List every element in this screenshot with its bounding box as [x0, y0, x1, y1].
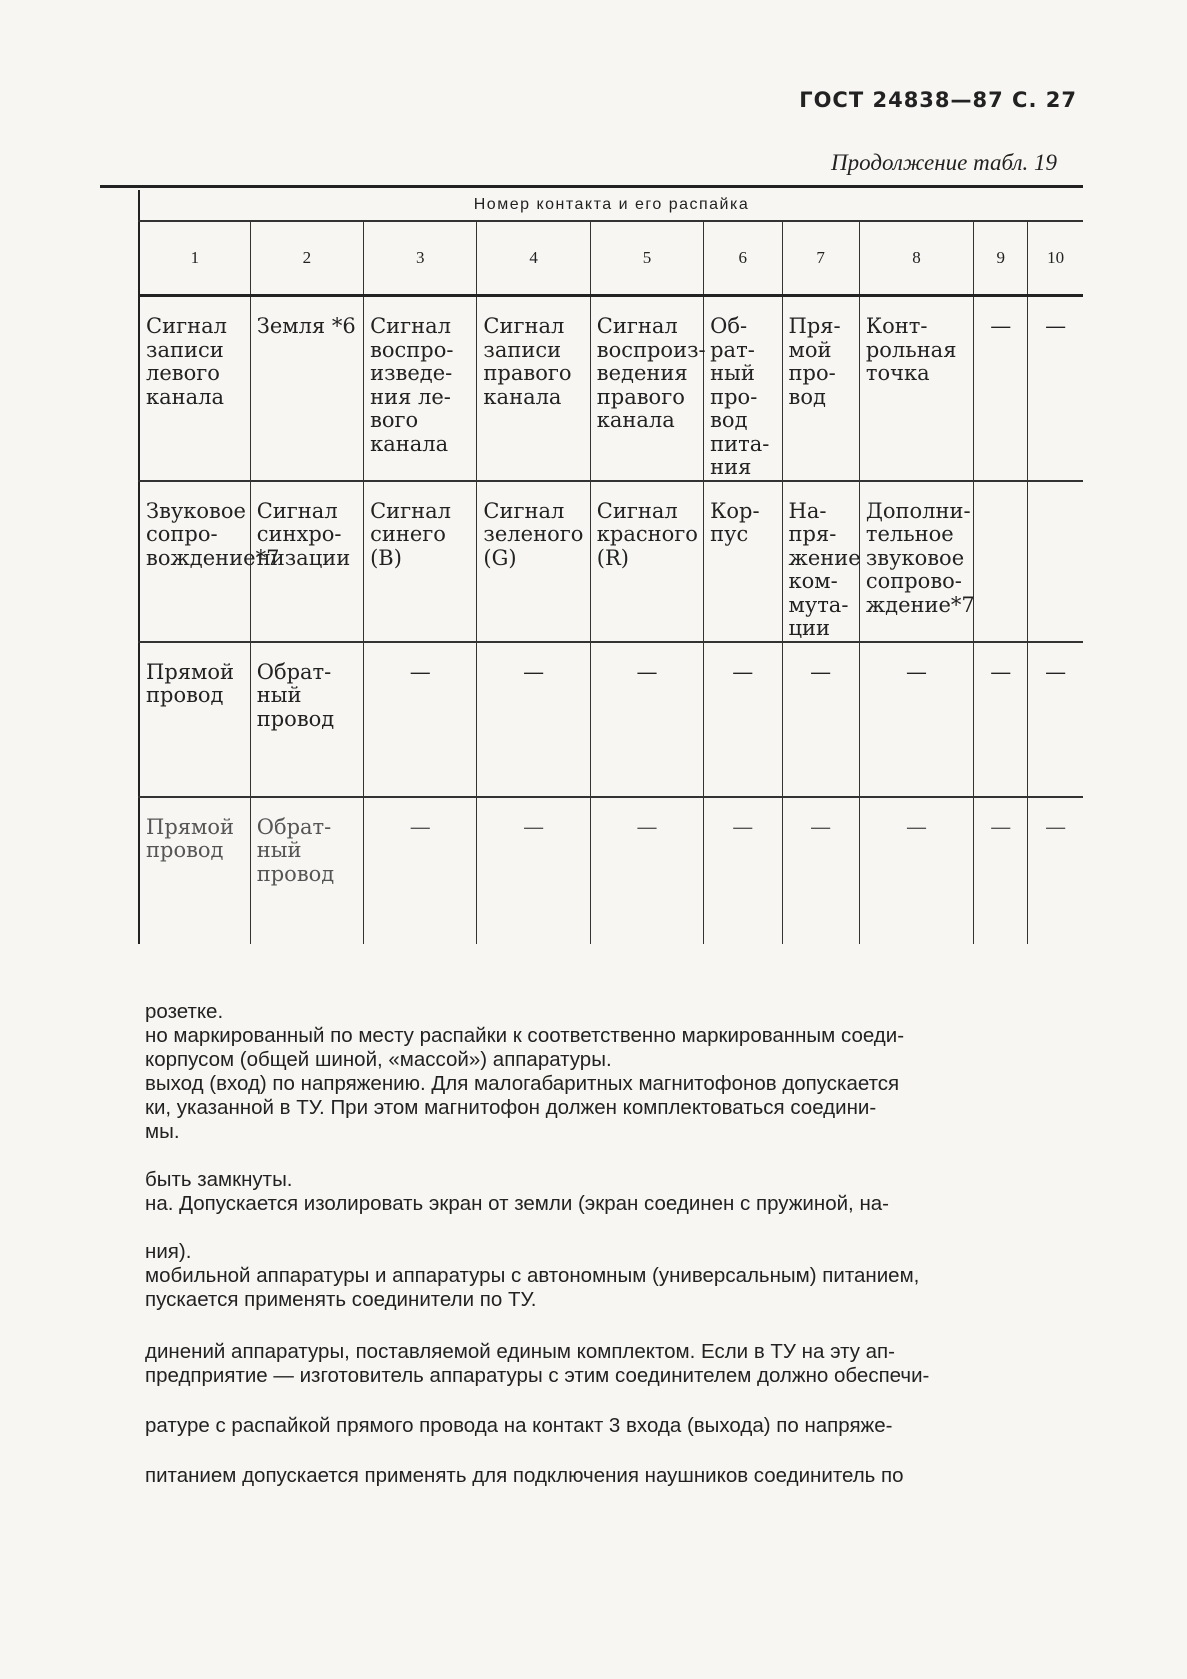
footnote-line: ки, указанной в ТУ. При этом магнитофон должен комплектоваться соедини- — [145, 1096, 877, 1119]
table-cell: Конт-рольная точка — [859, 296, 973, 481]
column-header: 10 — [1028, 221, 1083, 296]
footnote-line: на. Допускается изолировать экран от земли (экран соединен с пружиной, на- — [145, 1192, 889, 1215]
contact-pinout-table — [138, 190, 1083, 944]
table-cell: — — [704, 642, 782, 797]
table-cell: — — [974, 642, 1028, 797]
table-cell: Дополни-тельное звуковое сопрово-ждение*7 — [859, 481, 973, 642]
table-cell: На-пря-жение ком-мута-ции — [782, 481, 859, 642]
footnote-line: ния). — [145, 1240, 192, 1263]
footnote-line: быть замкнуты. — [145, 1168, 293, 1191]
column-header: 7 — [782, 221, 859, 296]
column-header: 6 — [704, 221, 782, 296]
table-continuation-caption: Продолжение табл. 19 — [831, 150, 1057, 175]
table-cell: Обрат-ный провод — [250, 797, 363, 944]
table-cell: — — [477, 797, 590, 944]
table-cell: Об-рат-ный про-вод пита-ния — [704, 296, 782, 481]
footnote-line: ратуре с распайкой прямого провода на контакт 3 входа (выхода) по напряже- — [145, 1414, 893, 1437]
table-cell: Сигнал синего (B) — [364, 481, 477, 642]
table-cell: Обрат-ный провод — [250, 642, 363, 797]
column-header: 8 — [859, 221, 973, 296]
column-header: 1 — [139, 221, 250, 296]
footnotes-block — [145, 1000, 1085, 1488]
footnote-line: но маркированный по месту распайки к соответственно маркированным соеди- — [145, 1024, 905, 1047]
table-cell: — — [704, 797, 782, 944]
table-cell: — — [1028, 797, 1083, 944]
table-cell — [1028, 481, 1083, 642]
footnote-line: корпусом (общей шиной, «массой») аппаратуры. — [145, 1048, 612, 1071]
footnote-line: выход (вход) по напряжению. Для малогабаритных магнитофонов допускается — [145, 1072, 900, 1095]
table-cell: — — [859, 797, 973, 944]
table-cell: — — [859, 642, 973, 797]
table-cell: Сигнал красного (R) — [590, 481, 703, 642]
table-top-rule — [100, 185, 1083, 188]
table-cell: Сигнал записи правого канала — [477, 296, 590, 481]
footnote-line: розетке. — [145, 1000, 224, 1023]
table-cell: — — [782, 797, 859, 944]
footnote-line: мы. — [145, 1120, 180, 1143]
column-header: 2 — [250, 221, 363, 296]
table-cell: Прямой провод — [139, 797, 250, 944]
footnote-line: питанием допускается применять для подключения наушников соединитель по — [145, 1464, 904, 1487]
table-cell: Сигнал воспроиз-ведения правого канала — [590, 296, 703, 481]
table-cell: — — [782, 642, 859, 797]
column-header: 9 — [974, 221, 1028, 296]
table-cell: — — [477, 642, 590, 797]
table-cell: Сигнал зеленого (G) — [477, 481, 590, 642]
table-cell: Звуковое сопро-вождение*7 — [139, 481, 250, 642]
table-cell: Кор-пус — [704, 481, 782, 642]
table-cell: — — [364, 642, 477, 797]
page-header: ГОСТ 24838—87 С. 27 — [799, 88, 1077, 112]
table-cell: Сигнал записи левого канала — [139, 296, 250, 481]
table-cell: Пря-мой про-вод — [782, 296, 859, 481]
table-cell: — — [364, 797, 477, 944]
table-row — [139, 797, 1083, 944]
table-cell: — — [590, 797, 703, 944]
table-cell: — — [974, 296, 1028, 481]
table-row — [139, 296, 1083, 481]
table-cell: Прямой провод — [139, 642, 250, 797]
table-cell: — — [1028, 296, 1083, 481]
table-cell: Сигнал воспро-изведе-ния ле-вого канала — [364, 296, 477, 481]
column-header: 5 — [590, 221, 703, 296]
contact-group-header: Номер контакта и его распайка — [139, 190, 1083, 221]
table-cell: — — [1028, 642, 1083, 797]
footnote-line: предприятие — изготовитель аппаратуры с этим соединителем должно обеспечи- — [145, 1364, 930, 1387]
table-row — [139, 642, 1083, 797]
table-cell: — — [974, 797, 1028, 944]
table-cell: — — [590, 642, 703, 797]
table-cell: Земля *6 — [250, 296, 363, 481]
column-header: 3 — [364, 221, 477, 296]
table-cell — [974, 481, 1028, 642]
column-header: 4 — [477, 221, 590, 296]
table-row — [139, 481, 1083, 642]
table-cell: Сигнал синхро-низации — [250, 481, 363, 642]
footnote-line: мобильной аппаратуры и аппаратуры с автономным (универсальным) питанием, — [145, 1264, 920, 1287]
footnote-line: пускается применять соединители по ТУ. — [145, 1288, 537, 1311]
footnote-line: динений аппаратуры, поставляемой единым комплектом. Если в ТУ на эту ап- — [145, 1340, 895, 1363]
